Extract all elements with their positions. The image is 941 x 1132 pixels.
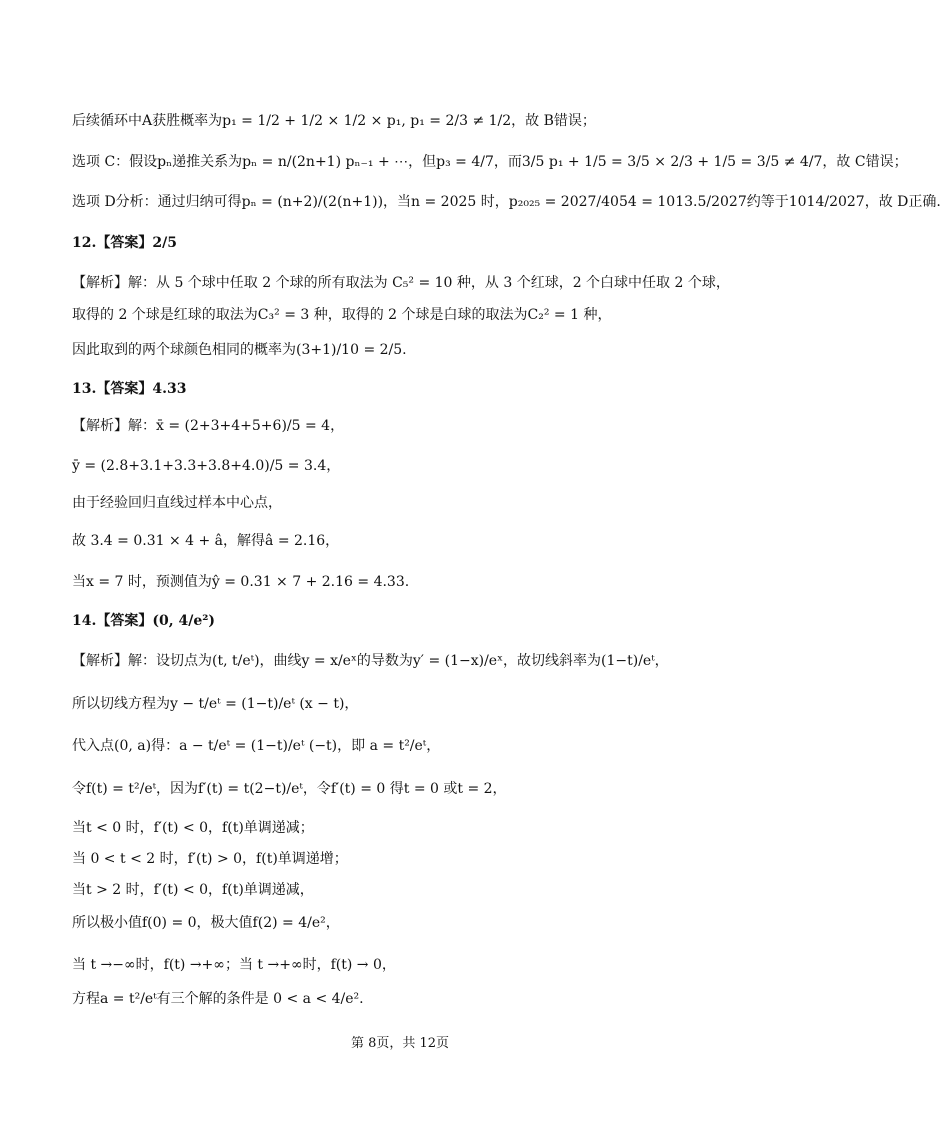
answer-heading-13: 13.【答案】4.33	[72, 381, 187, 397]
text-line: 选项 C：假设pₙ递推关系为pₙ = n/(2n+1) pₙ₋₁ + ⋯，但p₃ = 4/7，而3/5 p₁ + 1/5 = 3/5 × 2/3 + 1/5 = 3/5 ≠ 4/7，故 C错误；	[72, 154, 908, 170]
text-line: 【解析】解：设切点为(t, t/eᵗ)，曲线y = x/eˣ的导数为y′ = (1−x)/eˣ，故切线斜率为(1−t)/eᵗ，	[72, 653, 669, 669]
text-line: 当 0 < t < 2 时，f′(t) > 0，f(t)单调递增；	[72, 851, 348, 867]
text-line: 后续循环中A获胜概率为p₁ = 1/2 + 1/2 × 1/2 × p₁, p₁ = 2/3 ≠ 1/2，故 B错误；	[72, 113, 596, 129]
text-line: 所以切线方程为y − t/eᵗ = (1−t)/eᵗ (x − t)，	[72, 696, 359, 712]
text-line: 方程a = t²/eᵗ有三个解的条件是 0 < a < 4/e².	[72, 991, 364, 1007]
text-line: 因此取到的两个球颜色相同的概率为(3+1)/10 = 2/5.	[72, 342, 407, 358]
text-line: 【解析】解：x̄ = (2+3+4+5+6)/5 = 4，	[72, 418, 345, 434]
text-line: 故 3.4 = 0.31 × 4 + â，解得â = 2.16，	[72, 533, 340, 549]
text-line: 【解析】解：从 5 个球中任取 2 个球的所有取法为 C₅² = 10 种，从 3 个红球，2 个白球中任取 2 个球，	[72, 275, 730, 291]
text-line: 当t > 2 时，f′(t) < 0，f(t)单调递减，	[72, 882, 314, 898]
text-line: 由于经验回归直线过样本中心点，	[72, 495, 282, 511]
text-line: 选项 D分析：通过归纳可得pₙ = (n+2)/(2(n+1))，当n = 2025 时，p₂₀₂₅ = 2027/4054 = 1013.5/2027约等于1014/2027，故 D正确.	[72, 194, 941, 210]
text-line: 所以极小值f(0) = 0，极大值f(2) = 4/e²，	[72, 915, 340, 931]
text-line: 当x = 7 时，预测值为ŷ = 0.31 × 7 + 2.16 = 4.33.	[72, 574, 410, 590]
text-line: 令f(t) = t²/eᵗ，因为f′(t) = t(2−t)/eᵗ，令f′(t) = 0 得t = 0 或t = 2，	[72, 781, 507, 797]
text-line: 代入点(0, a)得：a − t/eᵗ = (1−t)/eᵗ (−t)，即 a = t²/eᵗ，	[72, 738, 441, 754]
text-line: 取得的 2 个球是红球的取法为C₃² = 3 种，取得的 2 个球是白球的取法为C₂² = 1 种，	[72, 307, 612, 323]
page-footer: 第 8页，共 12页	[350, 1036, 450, 1051]
text-line: 当t < 0 时，f′(t) < 0，f(t)单调递减；	[72, 820, 314, 836]
answer-heading-14: 14.【答案】(0, 4/e²)	[72, 613, 215, 629]
text-line: 当 t →−∞时，f(t) →+∞；当 t →+∞时，f(t) → 0，	[72, 957, 396, 973]
text-line: ȳ = (2.8+3.1+3.3+3.8+4.0)/5 = 3.4，	[72, 458, 341, 474]
answer-heading-12: 12.【答案】2/5	[72, 235, 177, 251]
